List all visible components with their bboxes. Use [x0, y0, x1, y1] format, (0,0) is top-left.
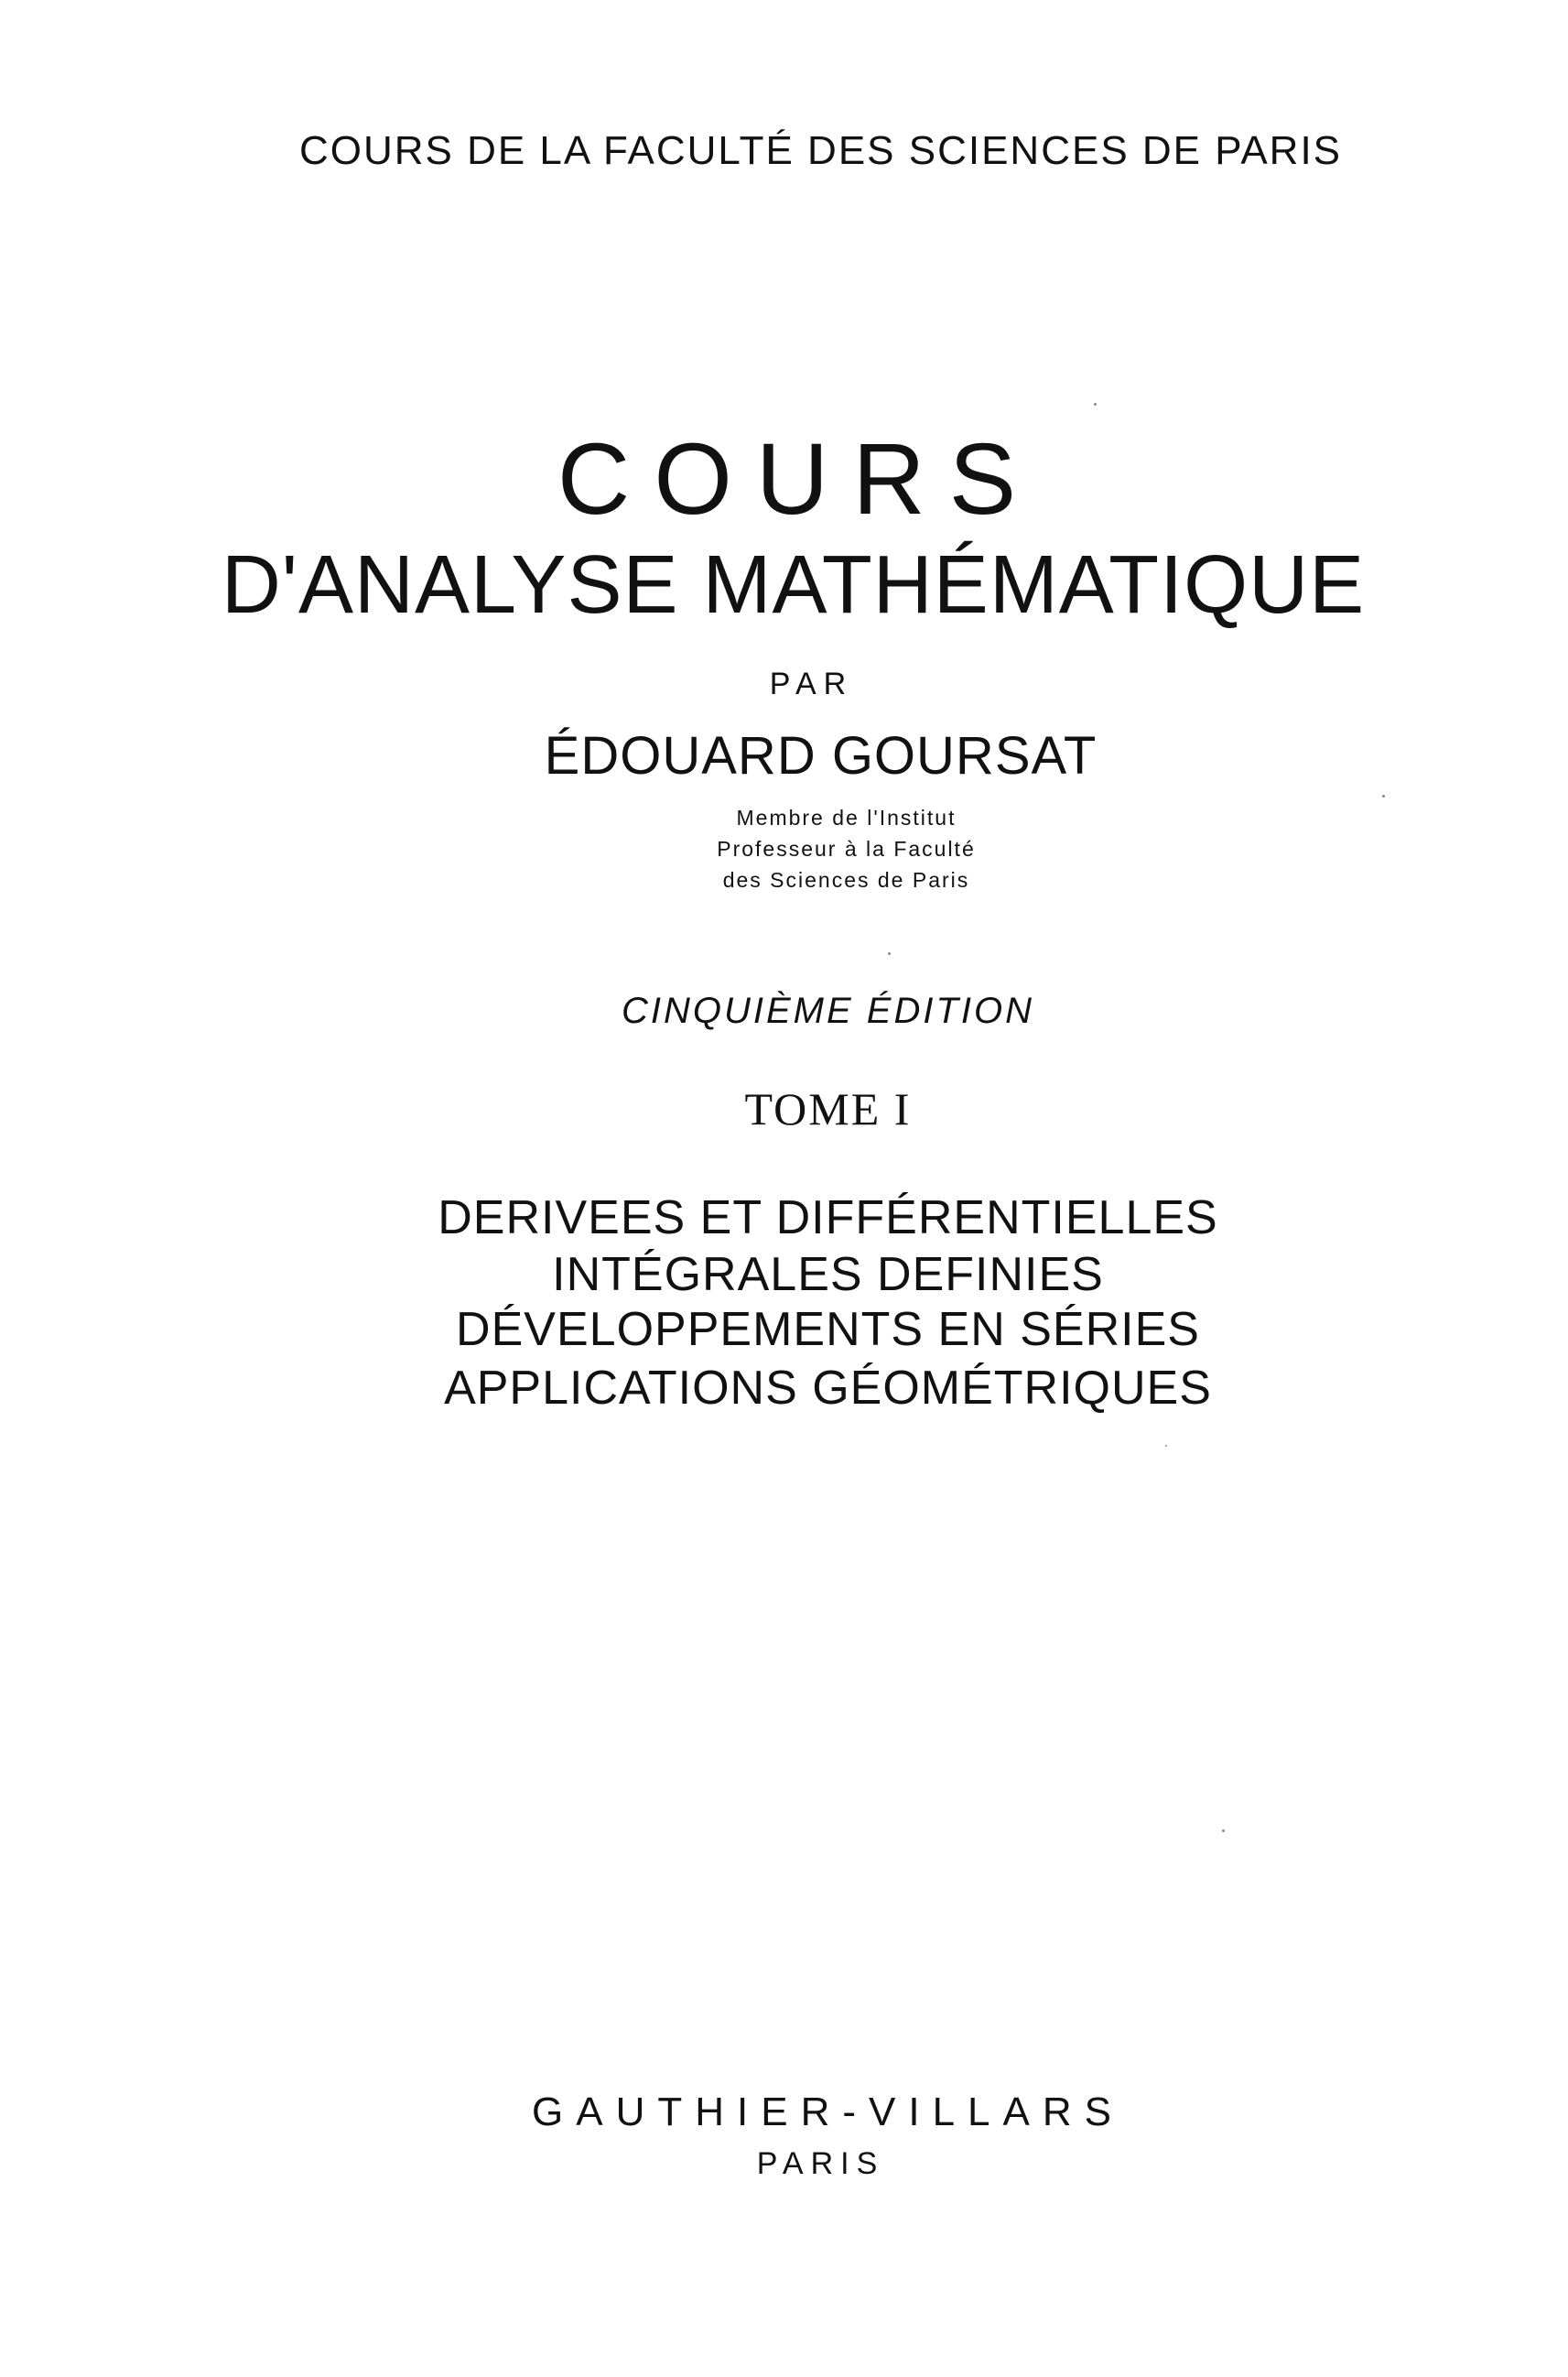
scan-speck	[1165, 1445, 1167, 1447]
publisher-city: PARIS	[756, 2146, 885, 2181]
book-title-main: COURS	[557, 423, 1041, 536]
book-title-sub: D'ANALYSE MATHÉMATIQUE	[221, 539, 1366, 631]
contents-line: DERIVEES ET DIFFÉRENTIELLES	[438, 1191, 1218, 1244]
author-credential: Membre de l'Institut	[736, 806, 957, 830]
scan-speck	[1222, 1829, 1225, 1832]
contents-line: INTÉGRALES DEFINIES	[552, 1248, 1104, 1301]
author-credential: des Sciences de Paris	[722, 868, 970, 892]
scan-speck	[1382, 795, 1385, 798]
scan-speck	[1094, 403, 1097, 406]
contents-line: DÉVELOPPEMENTS EN SÉRIES	[456, 1303, 1200, 1356]
author-name: ÉDOUARD GOURSAT	[544, 726, 1098, 786]
publisher-name: GAUTHIER-VILLARS	[532, 2089, 1124, 2134]
series-heading: COURS DE LA FACULTÉ DES SCIENCES DE PARIS	[298, 128, 1343, 173]
edition-label: CINQUIÈME ÉDITION	[621, 991, 1035, 1031]
contents-line: APPLICATIONS GÉOMÉTRIQUES	[444, 1362, 1212, 1415]
author-credential: Professeur à la Faculté	[717, 837, 976, 861]
volume-label: TOME I	[744, 1083, 912, 1134]
by-label: PAR	[769, 667, 854, 701]
scan-speck	[888, 952, 891, 955]
